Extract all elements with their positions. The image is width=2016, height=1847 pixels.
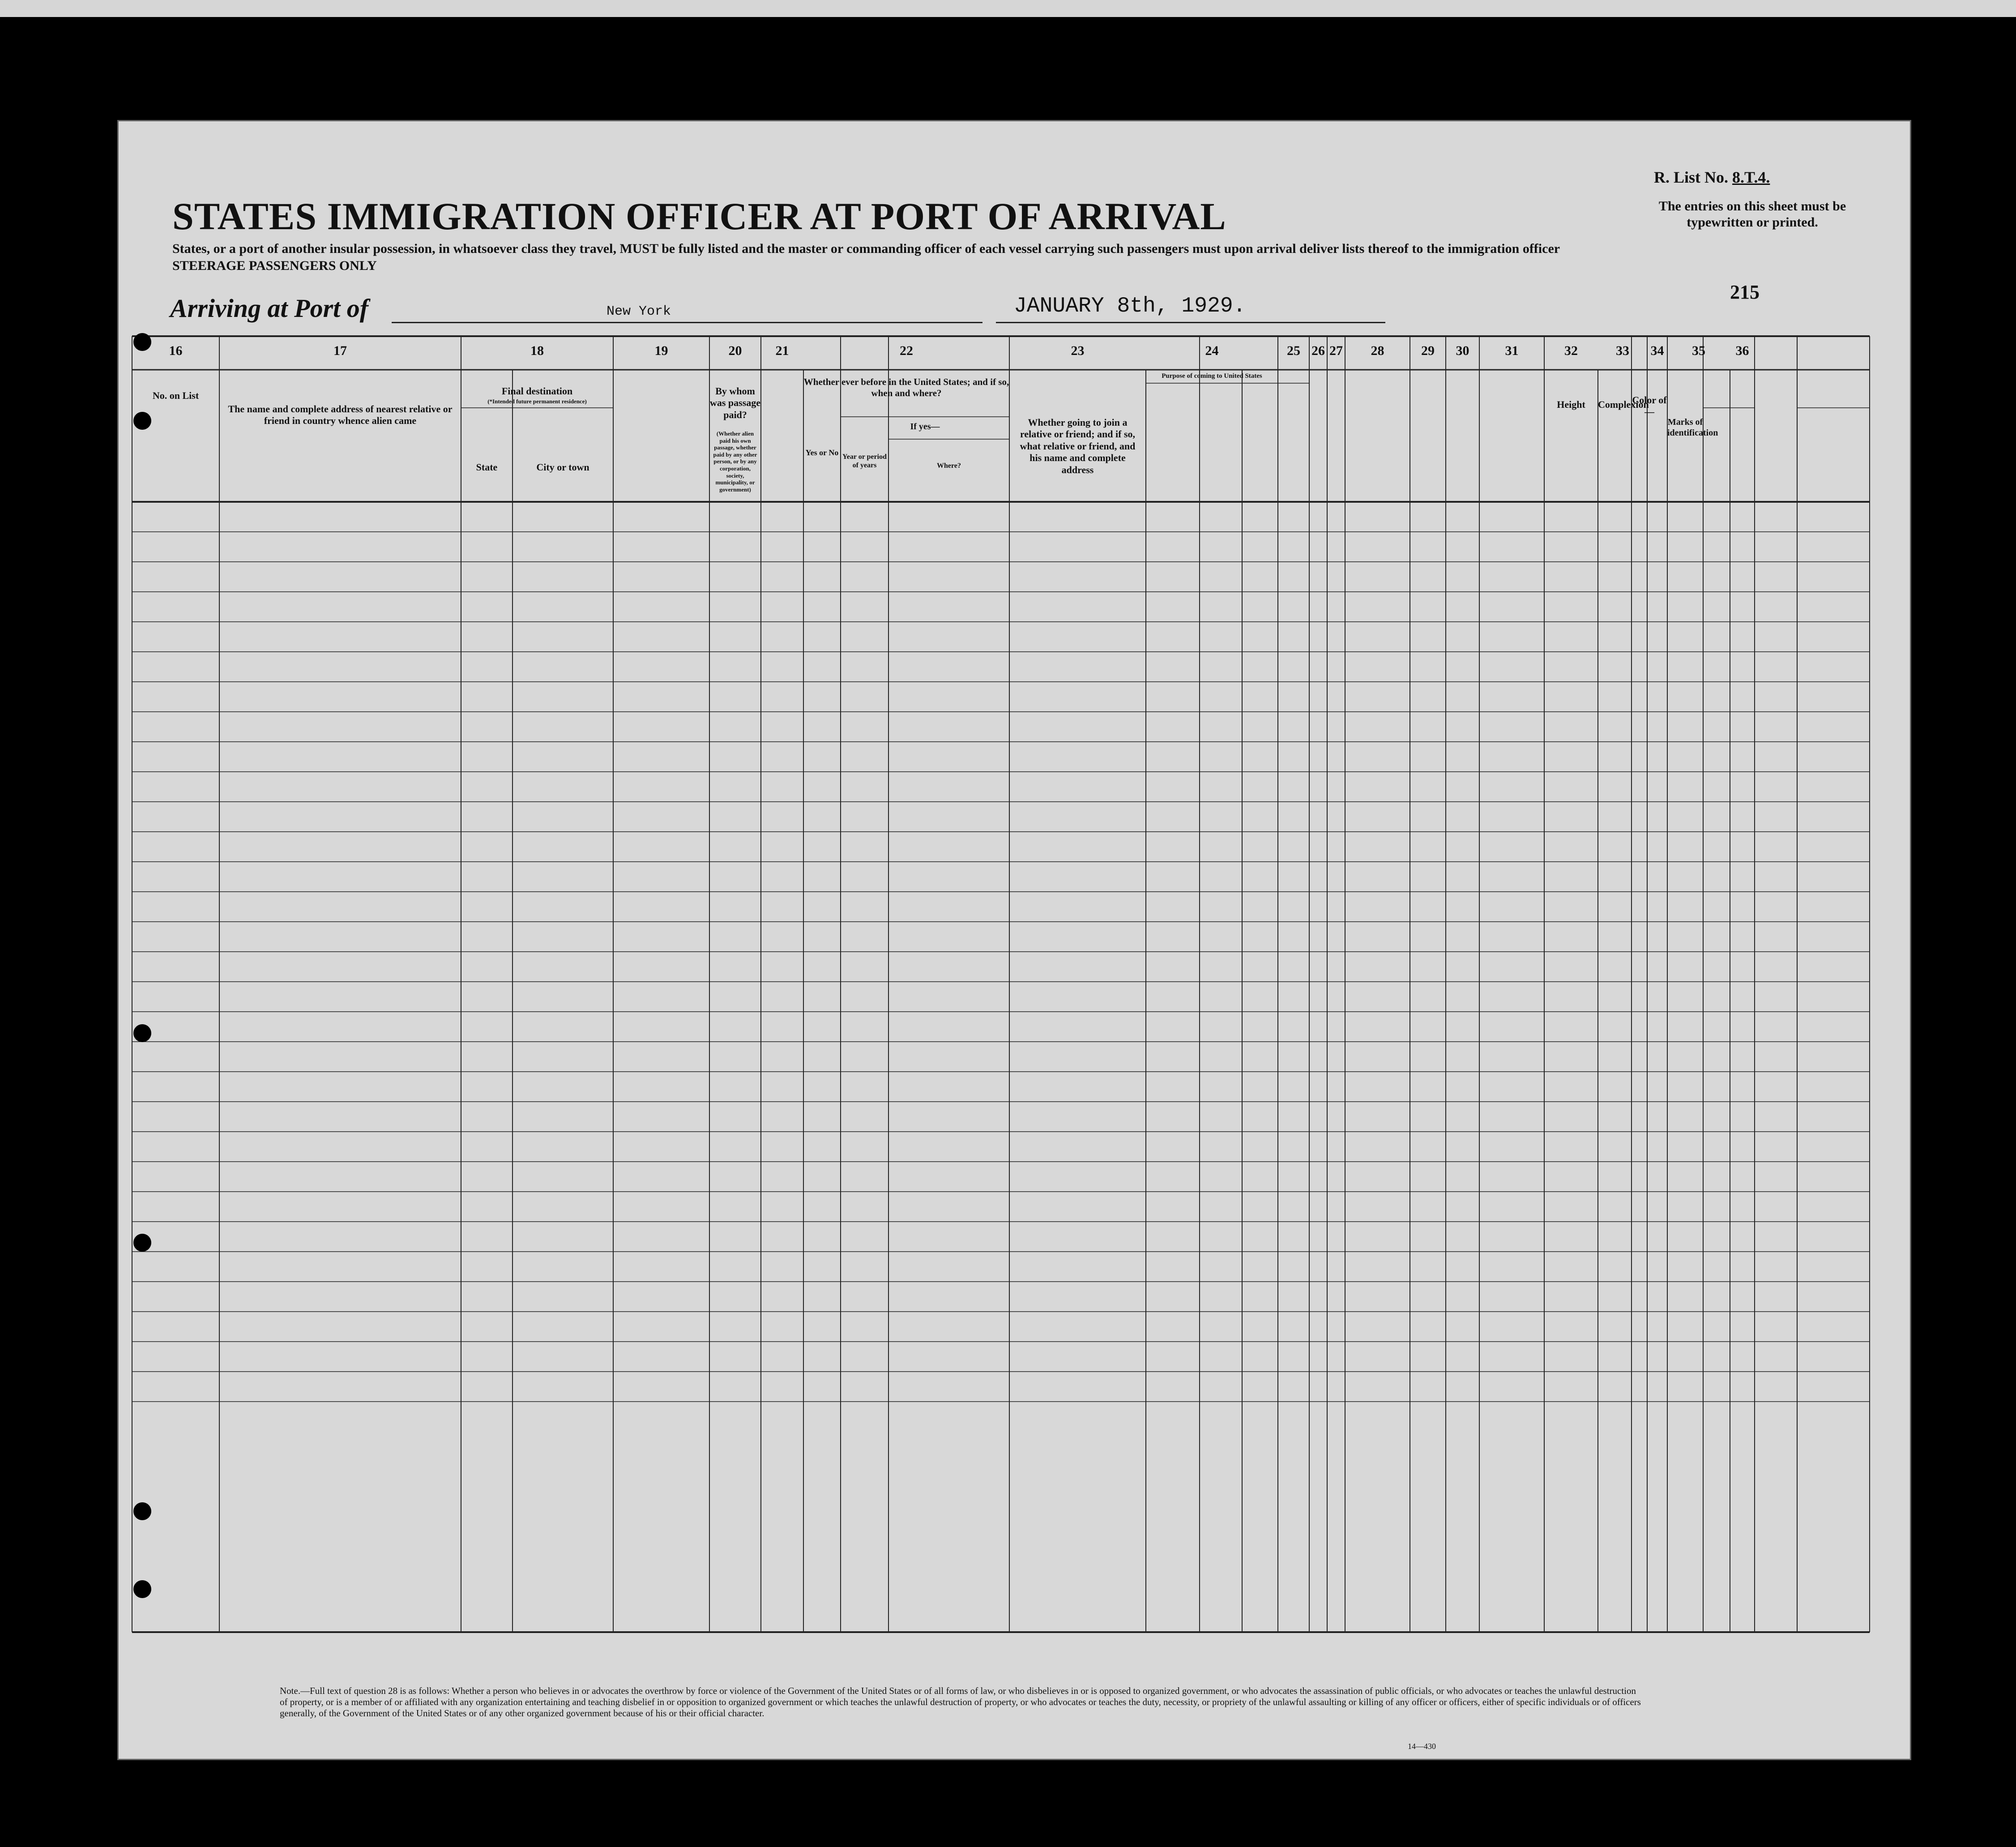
port-value: New York (607, 304, 671, 319)
column-number: 21 (775, 343, 789, 358)
binder-hole (133, 412, 151, 430)
header-complexion: Marks of identification (1667, 417, 1718, 438)
list-number (1654, 168, 1770, 187)
header-if-yes: If yes— (910, 422, 940, 432)
header-where: Where? (937, 462, 961, 470)
column-number: 36 (1735, 343, 1749, 358)
header-city: City or town (536, 462, 589, 473)
footnote: Note.—Full text of question 28 is as follows: Whether a person who believes in or advocates the overthrow by force or violence of the Government of the United States or of all forms of law, or who disbelieves in or is opposed to organized government, or who advocates the assassination of public officials, or who advocates or teaches the unlawful destruction of property, or is a member of or affiliated with any organization entertaining and teaching disbelief in or opposition to organized government or which teaches the unlawful destruction of property, or who advocates or teaches the duty, necessity, or propriety of the unlawful assaulting or killing of any officer or officers, either of specific individuals or of officers generally, of the Government of the United States or of any other organized government because of his or their official character. (280, 1685, 1641, 1719)
form-subtitle: States, or a port of another insular possession, in whatsoever class they travel, MUST be fully listed and the master or commanding officer of each vessel carrying such passengers must upon arrival deliver lists thereof to the immigration officer (172, 241, 1560, 256)
column-number: 24 (1205, 343, 1219, 358)
column-number: 22 (900, 343, 913, 358)
header-deformed: Complexion (1598, 399, 1649, 410)
column-number: 32 (1564, 343, 1578, 358)
column-number: 31 (1505, 343, 1519, 358)
arrival-date: JANUARY 8th, 1929. (1014, 294, 1246, 318)
form-number: 14—430 (1408, 1742, 1436, 1751)
list-value: 8.T.4. (1732, 168, 1770, 186)
header-passage-paid: By whom was passage paid? (709, 385, 761, 420)
column-number: 33 (1616, 343, 1629, 358)
column-number: 27 (1329, 343, 1343, 358)
binder-hole (133, 1580, 151, 1598)
entries-note: The entries on this sheet must be typewritten or printed. (1658, 199, 1846, 230)
manifest-sheet (117, 120, 1911, 1760)
column-number: 34 (1650, 343, 1664, 358)
column-number: 20 (728, 343, 742, 358)
header-no-on-list: No. on List (152, 390, 199, 401)
header-passage-paid-note: (Whether alien paid his own passage, whether paid by any other person, or by any corporation, society, municipality, or government) (713, 430, 757, 493)
column-number: 35 (1692, 343, 1705, 358)
header-state: State (476, 462, 498, 473)
binder-hole (133, 1502, 151, 1520)
column-number: 29 (1421, 343, 1435, 358)
header-purpose: Purpose of coming to United States (1162, 372, 1262, 380)
binder-hole (133, 333, 151, 351)
list-label: R. List No. (1654, 168, 1729, 186)
top-edge-strip (0, 0, 2016, 17)
column-number: 23 (1071, 343, 1085, 358)
page-number: 215 (1730, 281, 1760, 303)
column-number: 18 (530, 343, 544, 358)
column-number: 17 (333, 343, 347, 358)
table-grid (119, 121, 1913, 1761)
binder-hole (133, 1024, 151, 1042)
header-relative-address: The name and complete address of nearest relative or friend in country whence alien came (228, 403, 453, 427)
binder-hole (133, 1234, 151, 1252)
header-final-destination: Final destination (501, 385, 573, 397)
column-number: 26 (1311, 343, 1325, 358)
header-year: Year or period of years (842, 453, 887, 470)
header-ever-before: Whether ever before in the United States; and if so, when and where? (803, 376, 1009, 399)
column-number: 28 (1371, 343, 1384, 358)
header-height: Color of— (1632, 394, 1667, 418)
header-health: Height (1557, 399, 1585, 410)
header-final-destination-note: (*Intended future permanent residence) (487, 398, 587, 405)
column-number: 25 (1287, 343, 1300, 358)
steerage-label: STEERAGE PASSENGERS ONLY (172, 258, 377, 273)
arriving-label: Arriving at Port of (170, 294, 369, 323)
column-number: 30 (1456, 343, 1469, 358)
column-number: 19 (654, 343, 668, 358)
form-title: STATES IMMIGRATION OFFICER AT PORT OF ARRIVAL (172, 195, 1226, 238)
header-join-relative: Whether going to join a relative or friend; and if so, what relative or friend, and his name and complete address (1020, 417, 1136, 475)
header-yes-no: Yes or No (805, 448, 839, 457)
column-number: 16 (169, 343, 183, 358)
